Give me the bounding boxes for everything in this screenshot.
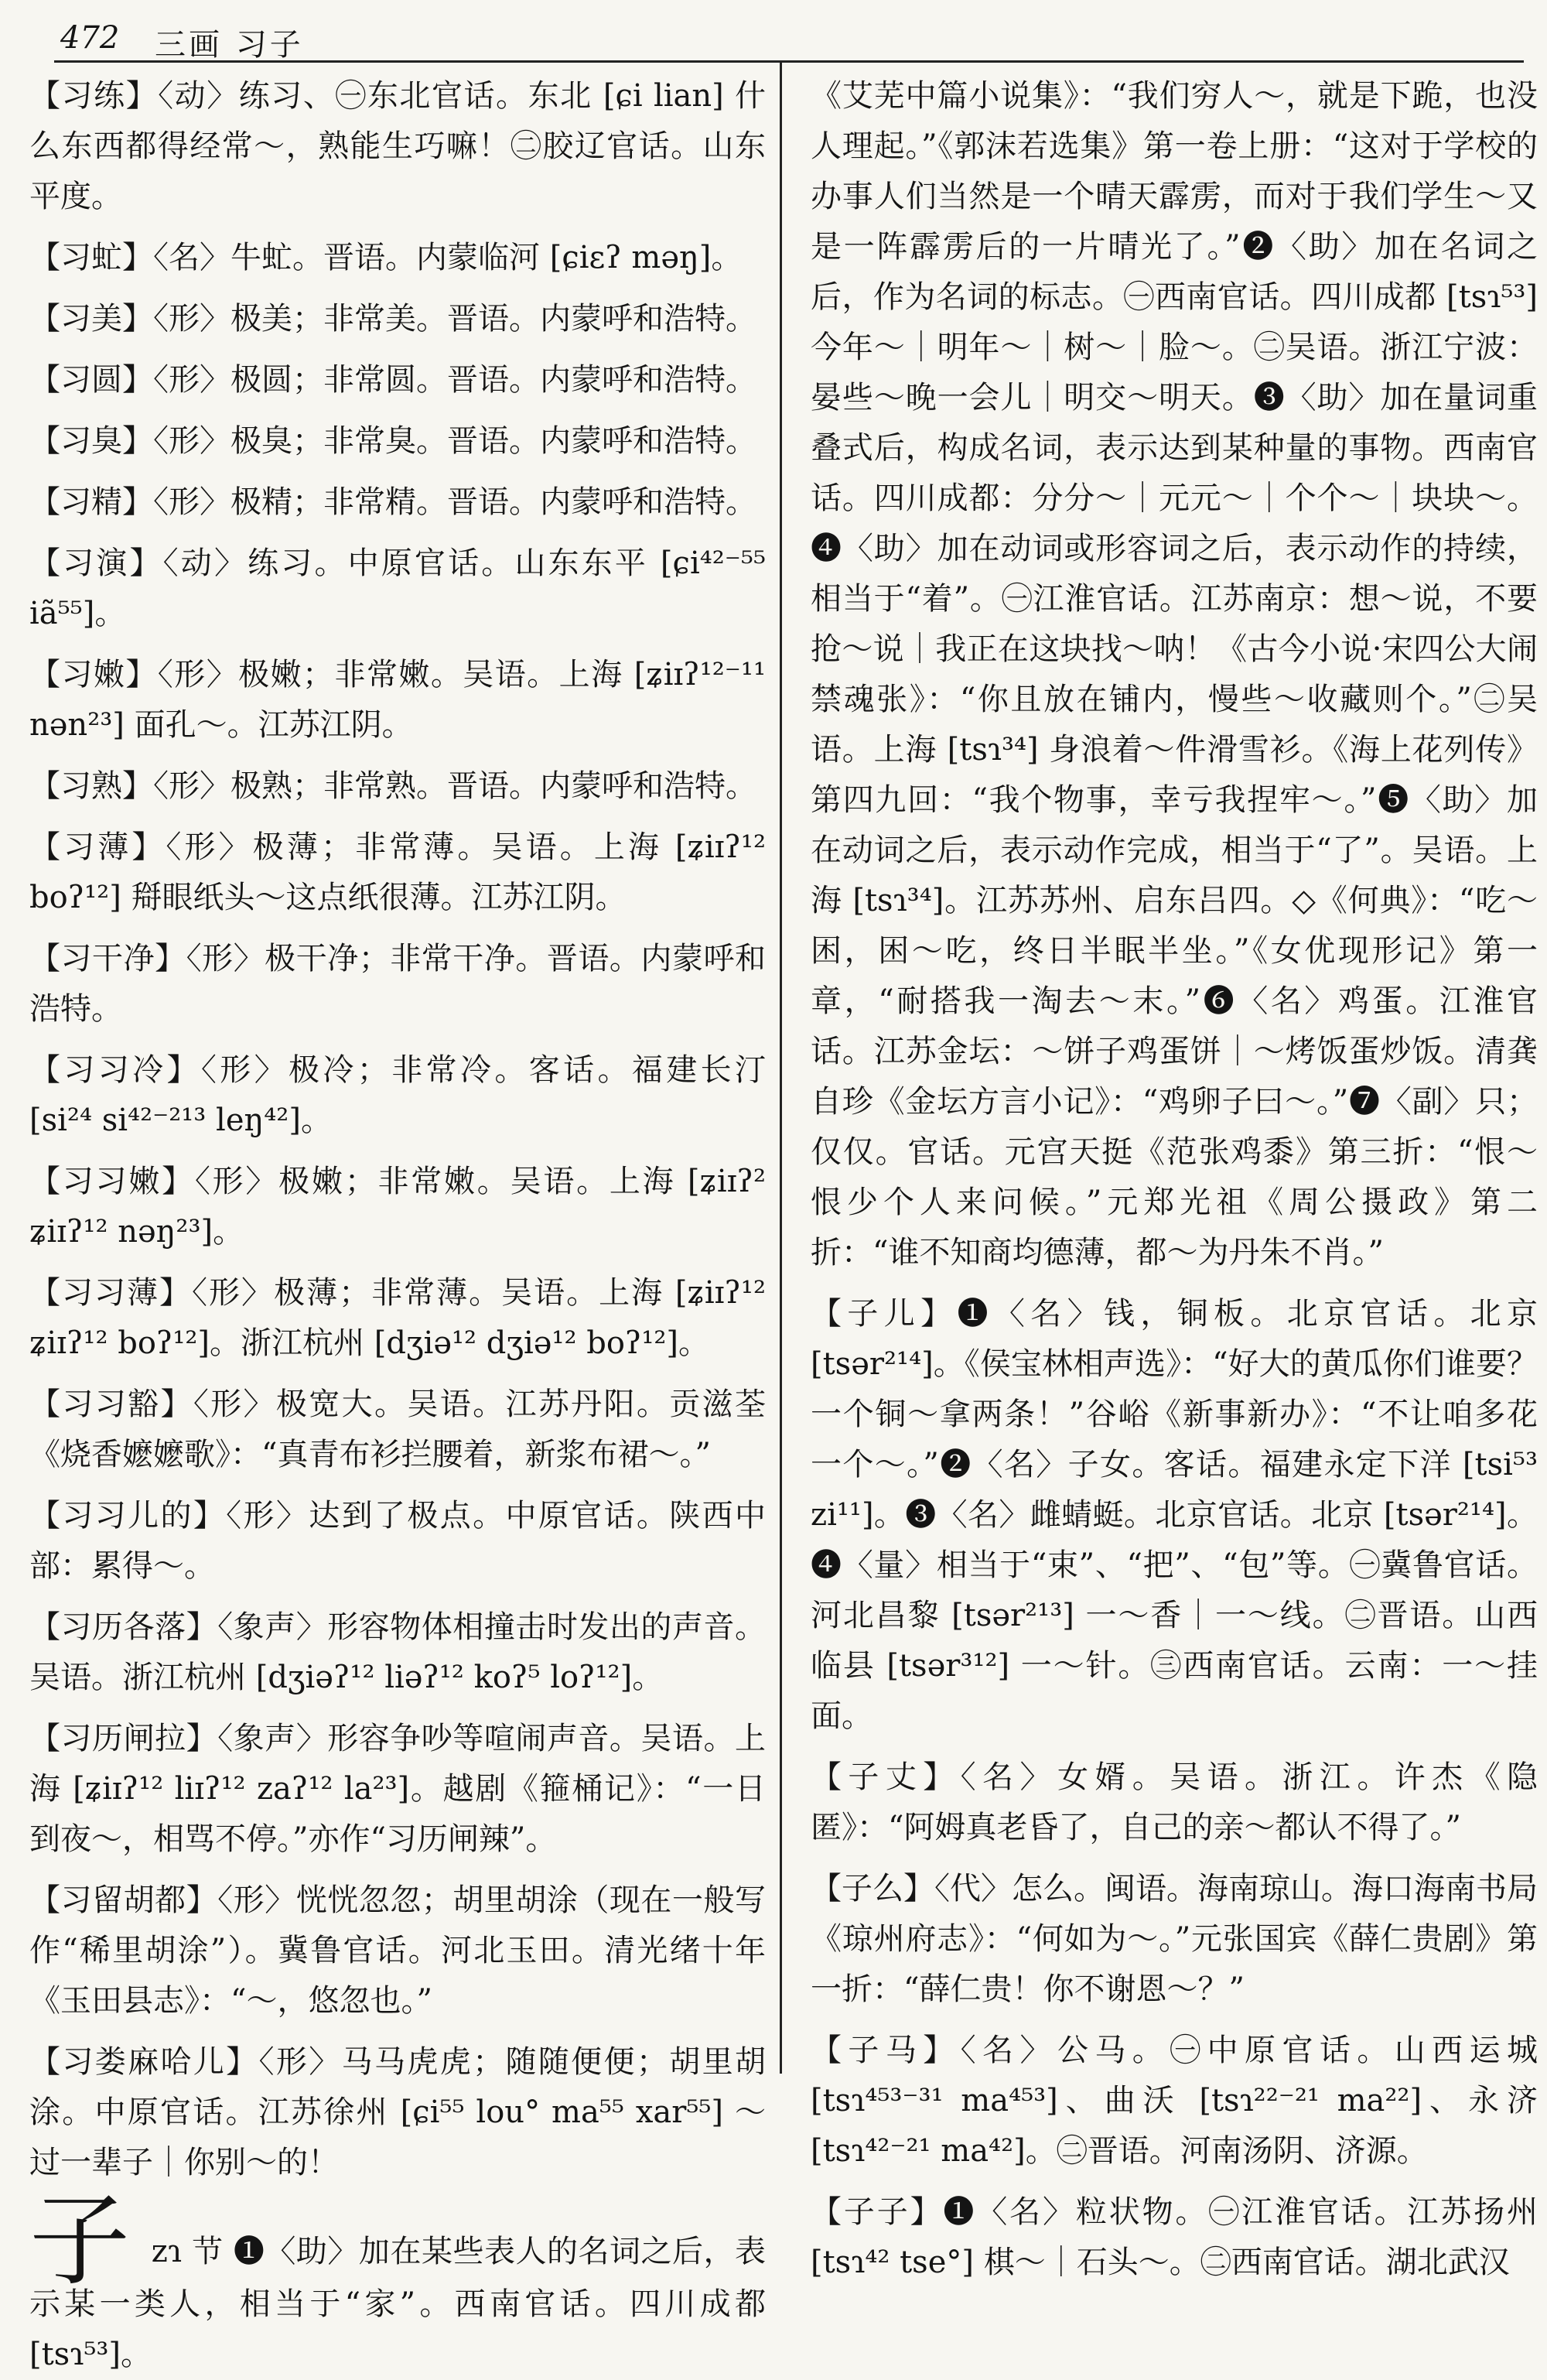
entry-xiyuan: 【习圆】〈形〉极圆；非常圆。晋语。内蒙呼和浩特。: [29, 362, 756, 398]
headword-zi-block: [29, 2182, 767, 2380]
zi-continuation: 《艾芜中篇小说集》：“我们穷人～，就是下跪，也没人理起。”《郭沫若选集》第一卷上册：“这对于学校的办事人们当然是一个晴天霹雳，而对于我们学生～又是一阵霹雳后的一片晴光了。”❷〈助〉加在名词之后，作为名词的标志。㊀西南官话。四川成都 [tsɿ⁵³] 今年～｜明年～｜树～｜脸～。㊁吴语。浙江宁波：晏些～晚一会儿｜明交～明天。❸〈助〉加在量词重叠式后，构成名词，表示达到某种量的事物。西南官话。四川成都：分分～｜元元～｜个个～｜块块～。❹〈助〉加在动词或形容词之后，表示动作的持续，相当于“着”。㊀江淮官话。江苏南京：想～说，不要抢～说｜我正在这块找～呐！《古今小说·宋四公大闹禁魂张》：“你且放在铺内，慢些～收藏则个。”㊁吴语。上海 [tsɿ³⁴] 身浪着～件滑雪衫。《海上花列传》第四九回：“我个物事，幸亏我捏牢～。”❺〈助〉加在动词之后，表示动作完成，相当于“了”。吴语。上海 [tsɿ³⁴]。江苏苏州、启东吕四。◇《何典》：“吃～困，困～吃，终日半眠半坐。”《女优现形记》第一章，“耐搭我一淘去～末。”❻〈名〉鸡蛋。江淮官话。江苏金坛：～饼子鸡蛋饼｜～烤饭蛋炒饭。清龚自珍《金坛方言小记》：“鸡卵子曰～。”❼〈副〉只；仅仅。官话。元宫天挺《范张鸡黍》第三折：“恨～恨少个人来问候。”元郑光祖《周公摄政》第二折：“谁不知商均德薄，都～为丹朱不肖。”: [811, 78, 1538, 1270]
entry-xilizhala: 【习历闸拉】〈象声〉形容争吵等喧闹声音。吴语。上海 [ʑiɪʔ¹² liɪʔ¹² zaʔ¹² la²³]。越剧《箍桶记》：“一日到夜～，相骂不停。”亦作“习历闸辣”。: [29, 1721, 766, 1857]
page-header: [54, 17, 1524, 63]
entry-xichou: 【习臭】〈形〉极臭；非常臭。晋语。内蒙呼和浩特。: [29, 423, 756, 459]
page-number: 472: [60, 20, 120, 56]
entry-xijing: 【习精】〈形〉极精；非常精。晋语。内蒙呼和浩特。: [29, 484, 756, 520]
entry-xixinen: 【习习嫩】〈形〉极嫩；非常嫩。吴语。上海 [ʑiɪʔ² ʑiɪʔ¹² nəŋ²³]。: [29, 1164, 766, 1250]
headword-zi-sense-1: ❶〈助〉加在某些表人的名词之后，表示某一类人，相当于“家”。西南官话。四川成都 [tsɿ⁵³]。: [29, 2234, 767, 2372]
entry-xixibao: 【习习薄】〈形〉极薄；非常薄。吴语。上海 [ʑiɪʔ¹² ʑiɪʔ¹² boʔ¹²]。浙江杭州 [dʒiə¹² dʒiə¹² boʔ¹²]。: [29, 1275, 766, 1361]
entry-zime: 【子么】〈代〉怎么。闽语。海南琼山。海口海南书局《琼州府志》：“何如为～。”元张国宾《薛仁贵剧》第一折：“薛仁贵！你不谢恩～？”: [811, 1871, 1538, 2007]
entry-ximei: 【习美】〈形〉极美；非常美。晋语。内蒙呼和浩特。: [29, 301, 756, 337]
column-divider: [780, 62, 782, 2074]
headword-zi-reading: zɿ 节: [151, 2234, 224, 2269]
entry-zier: 【子儿】❶〈名〉钱，铜板。北京官话。北京 [tsər²¹⁴]。《侯宝林相声选》：“好大的黄瓜你们谁要？一个铜～拿两条！”谷峪《新事新办》：“不让咱多花一个～。”❷〈名〉子女。客话。福建永定下洋 [tsi⁵³ zi¹¹]。❸〈名〉雌蜻蜓。北京官话。北京 [tsər²¹⁴]。❹〈量〉相当于“束”、“把”、“包”等。㊀冀鲁官话。河北昌黎 [tsər²¹³] 一～香｜一～线。㊁晋语。山西临县 [tsər³¹²] 一～针。㊂西南官话。云南：一～挂面。: [811, 1296, 1538, 1734]
right-column: [811, 71, 1538, 2299]
entry-xiyan: 【习演】〈动〉练习。中原官话。山东东平 [ɕi⁴²⁻⁵⁵ iã⁵⁵]。: [29, 545, 766, 631]
entry-ximeng: 【习虻】〈名〉牛虻。晋语。内蒙临河 [ɕiɛʔ məŋ]。: [29, 240, 743, 275]
entry-zizhang: 【子丈】〈名〉女婿。吴语。浙江。许杰《隐匿》：“阿姆真老昏了，自己的亲～都认不得了。”: [811, 1759, 1538, 1845]
entry-zima: 【子马】〈名〉公马。㊀中原官话。山西运城 [tsɿ⁴⁵³⁻³¹ ma⁴⁵³]、曲沃 [tsɿ²²⁻²¹ ma²²]、永济 [tsɿ⁴²⁻²¹ ma⁴²]。㊁晋语。河南汤阴、济源。: [811, 2033, 1538, 2169]
entry-xixierde: 【习习儿的】〈形〉达到了极点。中原官话。陕西中部：累得～。: [29, 1498, 766, 1584]
entry-xiganjing: 【习干净】〈形〉极干净；非常干净。晋语。内蒙呼和浩特。: [29, 941, 766, 1027]
entry-xiligeluo: 【习历各落】〈象声〉形容物体相撞击时发出的声音。吴语。浙江杭州 [dʒiəʔ¹² liəʔ¹² koʔ⁵ loʔ¹²]。: [29, 1609, 766, 1695]
entry-xixileng: 【习习冷】〈形〉极冷；非常冷。客话。福建长汀 [si²⁴ si⁴²⁻²¹³ leŋ⁴²]。: [29, 1052, 766, 1138]
entry-xixihuo: 【习习豁】〈形〉极宽大。吴语。江苏丹阳。贡滋荃《烧香嬷嬷歌》：“真青布衫拦腰着，新浆布裙～。”: [29, 1387, 766, 1472]
running-head: 三画 习子: [155, 27, 304, 63]
entry-xinen: 【习嫩】〈形〉极嫩；非常嫩。吴语。上海 [ʑiɪʔ¹²⁻¹¹ nən²³] 面孔～。江苏江阴。: [29, 657, 766, 743]
entry-xiloumahaer: 【习娄麻哈儿】〈形〉马马虎虎；随随便便；胡里胡涂。中原官话。江苏徐州 [ɕi⁵⁵ lou° ma⁵⁵ xar⁵⁵] ～过一辈子｜你别～的！: [29, 2044, 766, 2180]
entry-xibao: 【习薄】〈形〉极薄；非常薄。吴语。上海 [ʑiɪʔ¹² boʔ¹²] 搿眼纸头～这点纸很薄。江苏江阴。: [29, 829, 766, 915]
entry-xishu: 【习熟】〈形〉极熟；非常熟。晋语。内蒙呼和浩特。: [29, 768, 756, 804]
entry-xiliuhudu: 【习留胡都】〈形〉恍恍忽忽；胡里胡涂（现在一般写作“稀里胡涂”）。冀鲁官话。河北玉田。清光绪十年《玉田县志》：“～，悠忽也。”: [29, 1882, 766, 2019]
headword-zi: 子: [29, 2182, 131, 2300]
left-column: [29, 71, 766, 2380]
entry-zizi: 【子子】❶〈名〉粒状物。㊀江淮官话。江苏扬州 [tsɿ⁴² tse°] 棋～｜石头～。㊁西南官话。湖北武汉: [811, 2194, 1538, 2280]
entry-xilian: 【习练】〈动〉练习、㊀东北官话。东北 [ɕi lian] 什么东西都得经常～，熟能生巧嘛！㊁胶辽官话。山东平度。: [29, 78, 766, 214]
